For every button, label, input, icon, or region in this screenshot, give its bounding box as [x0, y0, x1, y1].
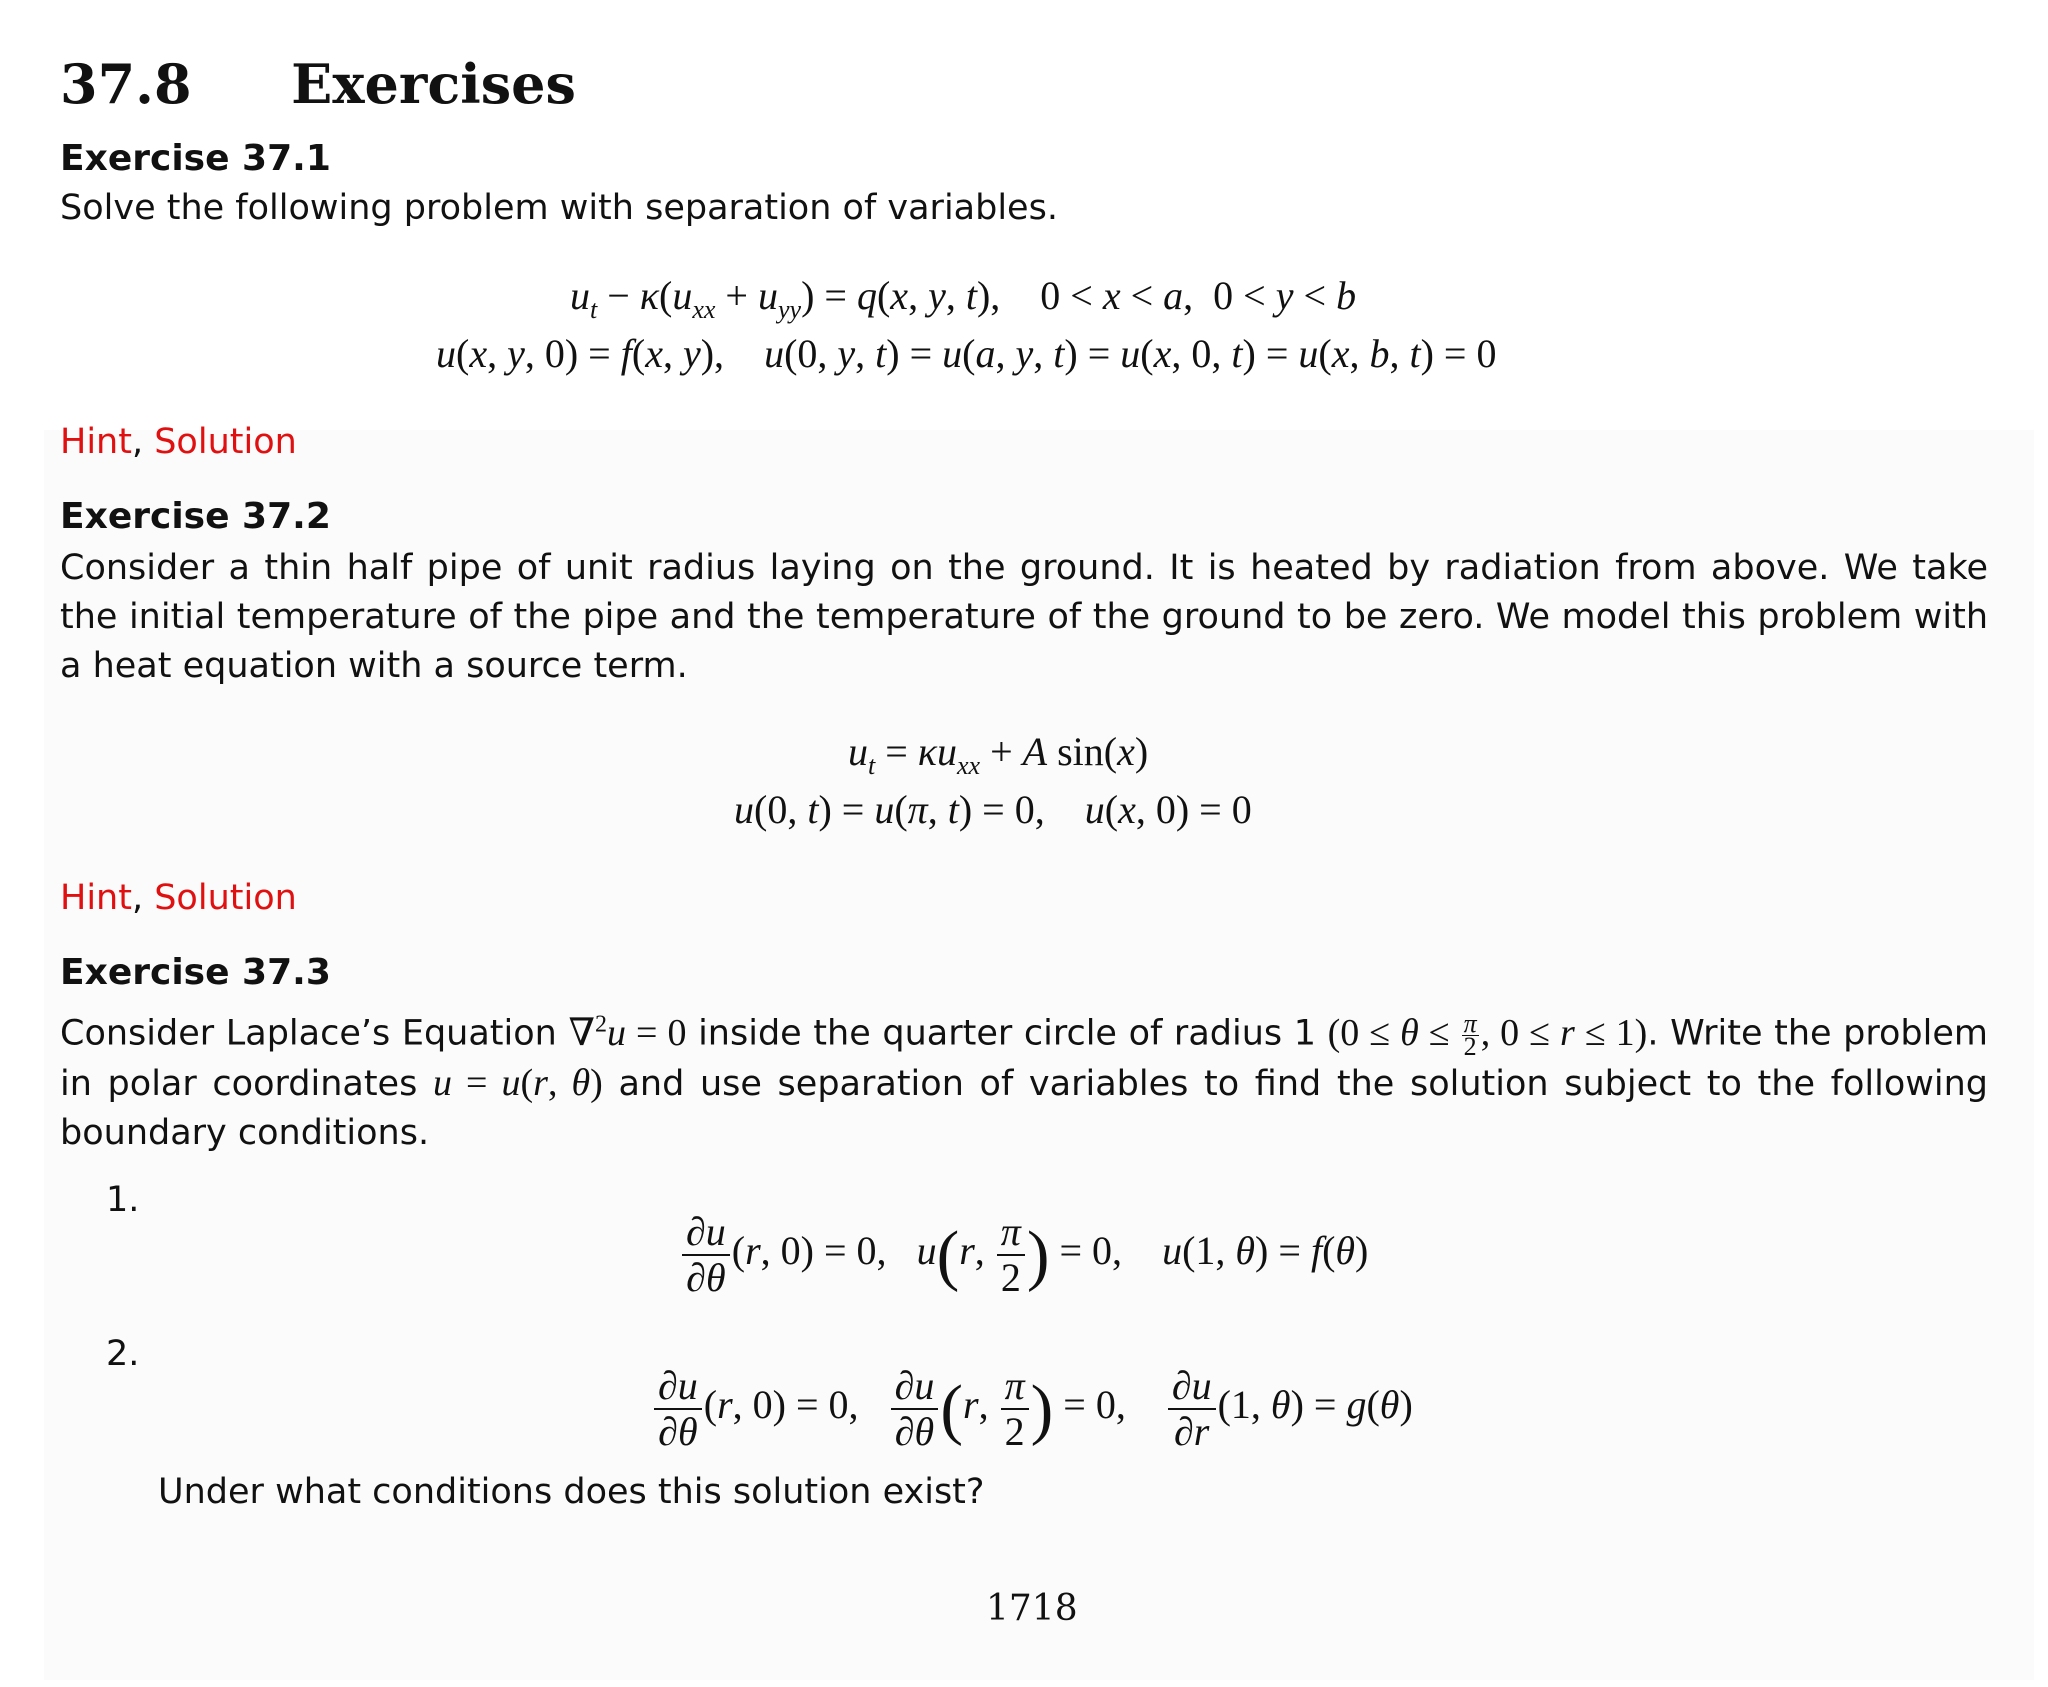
exercise-3-bc-1: $\frac{\partial u}{\partial\theta}$ (r, 0) = 0, u(r, $\frac{\pi}{2}$ ) = 0, u(1, θ) = f(θ)	[680, 1210, 1368, 1300]
exercise-1-solution-link[interactable]: Solution	[154, 422, 297, 462]
exercise-1-equation-1: $u_t - \kappa(u_{xx} + u_{yy}) = q(x$, y, t), 0 < x < a, 0 < y < b	[570, 273, 1357, 324]
exercise-1-hint-link[interactable]: Hint	[60, 422, 132, 462]
page-number: 1718	[986, 1588, 1078, 1629]
exercise-3-text-part-1: Consider Laplace’s Equation	[60, 1013, 557, 1054]
exercise-2-text: Consider a thin half pipe of unit radius laying on the ground. It is heated by radiation from above. We take the initial temperature of the pipe and the temperature of the ground to be zero. We model this problem with a heat equation with a source term.	[60, 548, 1988, 686]
exercise-1-text: Solve the following problem with separation of variables.	[60, 188, 1058, 228]
section-number: 37.8	[60, 52, 192, 116]
exercise-1-equation-2: u(x, y, 0) = f(x, y), u(0, y, t) = u(a, y, t) = u(x, 0, t) = u(x, b, t) = 0	[436, 331, 1497, 376]
exercise-3-text-part-2: inside the quarter circle of radius 1	[698, 1013, 1317, 1054]
exercise-3-laplace-math: ∇$^2$u = 0	[568, 1011, 687, 1054]
exercise-2-equation-1: $u_t = \kappa u_{xx} + A$ sin(x)	[848, 729, 1149, 780]
exercise-2-links: Hint, Solution	[60, 878, 297, 918]
enum-label-2: 2.	[106, 1334, 140, 1374]
exercise-3-question: Under what conditions does this solution exist?	[158, 1472, 985, 1512]
exercise-3-bc-2: $\frac{\partial u}{\partial\theta}$ (r, 0) = 0, $\frac{\partial u}{\partial\theta}$ (r, $\frac{\pi}{2}$ ) = 0, $\frac{\partial u}{\partial r}$ (1, θ) = g(θ)	[652, 1364, 1413, 1454]
enum-label-1: 1.	[106, 1180, 140, 1220]
exercise-2-title: Exercise 37.2	[60, 496, 331, 537]
exercise-2-hint-link[interactable]: Hint	[60, 878, 132, 918]
section-heading	[60, 52, 576, 116]
section-title: Exercises	[291, 52, 576, 116]
exercise-3-title: Exercise 37.3	[60, 952, 331, 993]
exercise-3-text-part-3: . Write the problem in polar coordinates	[60, 1013, 1988, 1104]
exercise-3-text	[60, 1000, 1988, 1158]
exercise-3-text-part-4: and use separation of variables to find the solution subject to the following boundary conditions.	[60, 1063, 1988, 1153]
exercise-3-polar-math: u = u(r, θ)	[432, 1061, 603, 1104]
exercise-1-title: Exercise 37.1	[60, 138, 331, 179]
exercise-1-links: Hint, Solution	[60, 422, 297, 462]
exercise-2-solution-link[interactable]: Solution	[154, 878, 297, 918]
exercise-3-domain-math: (0 ≤ θ ≤ $\frac{\pi}{2}$ , 0 ≤ r ≤ 1)	[1327, 1009, 1648, 1062]
exercise-2-equation-2: u(0, t) = u(π, t) = 0, u(x, 0) = 0	[734, 787, 1252, 832]
